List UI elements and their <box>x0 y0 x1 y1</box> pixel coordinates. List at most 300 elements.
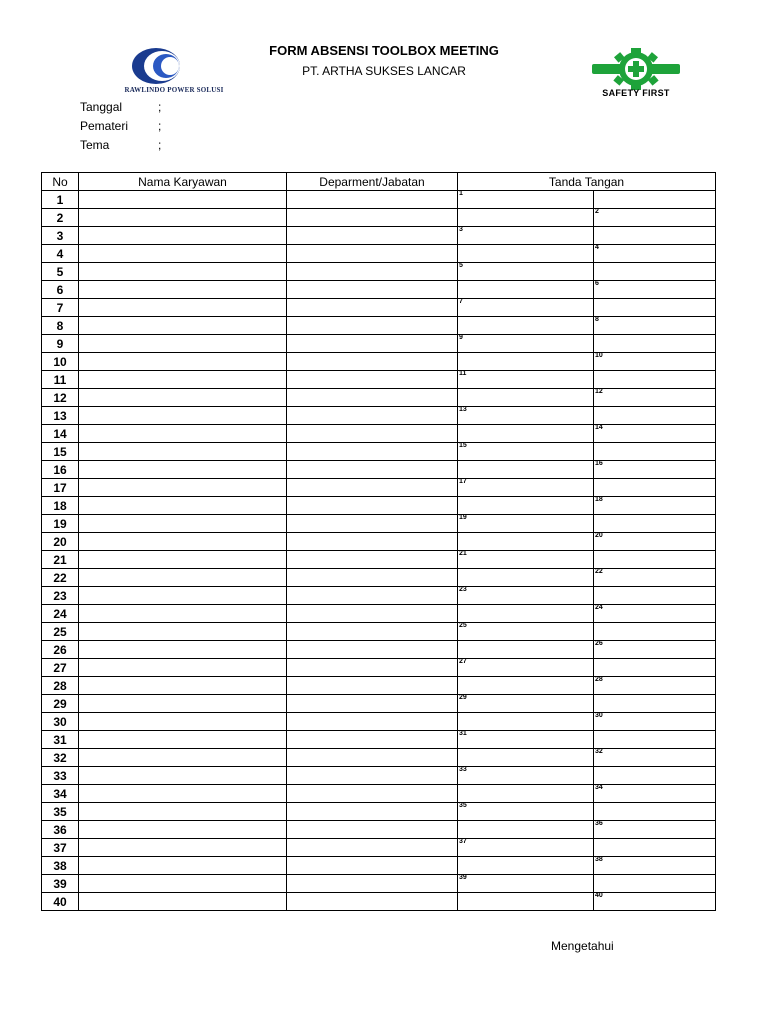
signature-cell-left[interactable] <box>458 335 594 353</box>
signature-number: 29 <box>459 694 467 701</box>
nama-karyawan-cell[interactable] <box>79 623 287 641</box>
department-cell[interactable] <box>287 659 458 677</box>
signature-number: 12 <box>595 388 603 395</box>
department-cell[interactable] <box>287 569 458 587</box>
signature-number: 5 <box>459 262 463 269</box>
department-cell[interactable] <box>287 461 458 479</box>
nama-karyawan-cell[interactable] <box>79 767 287 785</box>
table-row <box>42 695 716 713</box>
meta-tema <box>80 138 161 152</box>
row-number: 32 <box>42 749 79 767</box>
department-cell[interactable] <box>287 317 458 335</box>
signature-cell-left[interactable] <box>458 695 594 713</box>
meta-pemateri <box>80 119 161 133</box>
signature-cell-left[interactable] <box>458 479 594 497</box>
department-cell[interactable] <box>287 839 458 857</box>
nama-karyawan-cell[interactable] <box>79 713 287 731</box>
table-row <box>42 299 716 317</box>
signature-number: 7 <box>459 298 463 305</box>
signature-cell-left[interactable] <box>458 821 594 839</box>
table-row <box>42 767 716 785</box>
table-row <box>42 317 716 335</box>
table-row <box>42 191 716 209</box>
signature-cell-right[interactable] <box>594 749 716 767</box>
header-department: Deparment/Jabatan <box>287 173 458 191</box>
table-row <box>42 263 716 281</box>
nama-karyawan-cell[interactable] <box>79 605 287 623</box>
signature-cell-left[interactable] <box>458 623 594 641</box>
table-row <box>42 713 716 731</box>
signature-cell-left[interactable] <box>458 389 594 407</box>
table-row <box>42 353 716 371</box>
signature-cell-left[interactable] <box>458 461 594 479</box>
nama-karyawan-cell[interactable] <box>79 551 287 569</box>
department-cell[interactable] <box>287 227 458 245</box>
row-number: 6 <box>42 281 79 299</box>
signature-cell-right[interactable] <box>594 353 716 371</box>
department-cell[interactable] <box>287 749 458 767</box>
signature-cell-right[interactable] <box>594 803 716 821</box>
signature-cell-right[interactable] <box>594 623 716 641</box>
department-cell[interactable] <box>287 695 458 713</box>
nama-karyawan-cell[interactable] <box>79 641 287 659</box>
signature-number: 2 <box>595 208 599 215</box>
row-number: 20 <box>42 533 79 551</box>
row-number: 29 <box>42 695 79 713</box>
signature-cell-right[interactable] <box>594 785 716 803</box>
signature-cell-right[interactable] <box>594 227 716 245</box>
meta-separator: ; <box>158 138 162 152</box>
signature-number: 15 <box>459 442 467 449</box>
row-number: 15 <box>42 443 79 461</box>
signature-cell-right[interactable] <box>594 605 716 623</box>
signature-cell-left[interactable] <box>458 731 594 749</box>
table-row <box>42 245 716 263</box>
signature-cell-left[interactable] <box>458 713 594 731</box>
row-number: 4 <box>42 245 79 263</box>
table-row <box>42 461 716 479</box>
signature-cell-right[interactable] <box>594 371 716 389</box>
department-cell[interactable] <box>287 281 458 299</box>
row-number: 28 <box>42 677 79 695</box>
signature-cell-right[interactable] <box>594 641 716 659</box>
row-number: 34 <box>42 785 79 803</box>
table-row <box>42 875 716 893</box>
signature-number: 14 <box>595 424 603 431</box>
nama-karyawan-cell[interactable] <box>79 587 287 605</box>
department-cell[interactable] <box>287 299 458 317</box>
row-number: 40 <box>42 893 79 911</box>
signature-number: 26 <box>595 640 603 647</box>
signature-cell-left[interactable] <box>458 227 594 245</box>
signature-cell-right[interactable] <box>594 443 716 461</box>
signature-number: 35 <box>459 802 467 809</box>
signature-cell-left[interactable] <box>458 263 594 281</box>
nama-karyawan-cell[interactable] <box>79 695 287 713</box>
signature-number: 25 <box>459 622 467 629</box>
table-row <box>42 209 716 227</box>
signature-cell-right[interactable] <box>594 281 716 299</box>
attendance-table <box>41 172 716 911</box>
nama-karyawan-cell[interactable] <box>79 299 287 317</box>
signature-number: 39 <box>459 874 467 881</box>
signature-cell-left[interactable] <box>458 893 594 911</box>
signature-cell-right[interactable] <box>594 497 716 515</box>
nama-karyawan-cell[interactable] <box>79 803 287 821</box>
table-row <box>42 803 716 821</box>
department-cell[interactable] <box>287 767 458 785</box>
signature-cell-left[interactable] <box>458 515 594 533</box>
signature-cell-left[interactable] <box>458 425 594 443</box>
department-cell[interactable] <box>287 443 458 461</box>
signature-cell-left[interactable] <box>458 371 594 389</box>
signature-cell-left[interactable] <box>458 497 594 515</box>
nama-karyawan-cell[interactable] <box>79 407 287 425</box>
mengetahui-label: Mengetahui <box>551 939 614 953</box>
signature-cell-left[interactable] <box>458 767 594 785</box>
table-row <box>42 731 716 749</box>
table-row <box>42 839 716 857</box>
signature-cell-left[interactable] <box>458 245 594 263</box>
signature-number: 27 <box>459 658 467 665</box>
table-row <box>42 371 716 389</box>
nama-karyawan-cell[interactable] <box>79 857 287 875</box>
signature-cell-right[interactable] <box>594 821 716 839</box>
signature-cell-left[interactable] <box>458 533 594 551</box>
signature-cell-right[interactable] <box>594 479 716 497</box>
signature-number: 10 <box>595 352 603 359</box>
signature-cell-right[interactable] <box>594 677 716 695</box>
department-cell[interactable] <box>287 785 458 803</box>
signature-cell-right[interactable] <box>594 875 716 893</box>
table-row <box>42 857 716 875</box>
signature-cell-right[interactable] <box>594 551 716 569</box>
department-cell[interactable] <box>287 857 458 875</box>
signature-number: 6 <box>595 280 599 287</box>
meta-label: Pemateri <box>80 119 129 133</box>
row-number: 9 <box>42 335 79 353</box>
table-header-row <box>42 173 716 191</box>
signature-cell-left[interactable] <box>458 209 594 227</box>
table-row <box>42 479 716 497</box>
nama-karyawan-cell[interactable] <box>79 659 287 677</box>
signature-number: 38 <box>595 856 603 863</box>
nama-karyawan-cell[interactable] <box>79 875 287 893</box>
department-cell[interactable] <box>287 209 458 227</box>
table-row <box>42 227 716 245</box>
department-cell[interactable] <box>287 677 458 695</box>
signature-number: 3 <box>459 226 463 233</box>
signature-cell-left[interactable] <box>458 443 594 461</box>
table-row <box>42 425 716 443</box>
row-number: 19 <box>42 515 79 533</box>
row-number: 25 <box>42 623 79 641</box>
signature-number: 37 <box>459 838 467 845</box>
signature-number: 31 <box>459 730 467 737</box>
table-row <box>42 641 716 659</box>
row-number: 36 <box>42 821 79 839</box>
signature-cell-left[interactable] <box>458 677 594 695</box>
meta-label: Tema <box>80 138 110 152</box>
department-cell[interactable] <box>287 371 458 389</box>
nama-karyawan-cell[interactable] <box>79 245 287 263</box>
department-cell[interactable] <box>287 425 458 443</box>
table-row <box>42 335 716 353</box>
nama-karyawan-cell[interactable] <box>79 515 287 533</box>
department-cell[interactable] <box>287 191 458 209</box>
department-cell[interactable] <box>287 623 458 641</box>
signature-cell-left[interactable] <box>458 659 594 677</box>
meta-tanggal <box>80 100 161 114</box>
row-number: 21 <box>42 551 79 569</box>
signature-cell-left[interactable] <box>458 587 594 605</box>
nama-karyawan-cell[interactable] <box>79 461 287 479</box>
gear-cross-icon <box>586 48 686 90</box>
row-number: 37 <box>42 839 79 857</box>
nama-karyawan-cell[interactable] <box>79 785 287 803</box>
signature-cell-right[interactable] <box>594 767 716 785</box>
meta-separator: ; <box>158 100 162 114</box>
department-cell[interactable] <box>287 641 458 659</box>
signature-cell-left[interactable] <box>458 785 594 803</box>
signature-cell-right[interactable] <box>594 731 716 749</box>
signature-number: 40 <box>595 892 603 899</box>
department-cell[interactable] <box>287 551 458 569</box>
signature-cell-right[interactable] <box>594 209 716 227</box>
table-row <box>42 623 716 641</box>
signature-cell-right[interactable] <box>594 659 716 677</box>
signature-cell-left[interactable] <box>458 317 594 335</box>
nama-karyawan-cell[interactable] <box>79 335 287 353</box>
row-number: 12 <box>42 389 79 407</box>
signature-cell-right[interactable] <box>594 515 716 533</box>
signature-cell-left[interactable] <box>458 281 594 299</box>
signature-cell-right[interactable] <box>594 587 716 605</box>
row-number: 27 <box>42 659 79 677</box>
signature-number: 17 <box>459 478 467 485</box>
signature-number: 32 <box>595 748 603 755</box>
signature-cell-right[interactable] <box>594 335 716 353</box>
table-row <box>42 821 716 839</box>
table-row <box>42 443 716 461</box>
table-row <box>42 749 716 767</box>
nama-karyawan-cell[interactable] <box>79 497 287 515</box>
signature-number: 34 <box>595 784 603 791</box>
signature-cell-right[interactable] <box>594 839 716 857</box>
row-number: 26 <box>42 641 79 659</box>
row-number: 2 <box>42 209 79 227</box>
nama-karyawan-cell[interactable] <box>79 749 287 767</box>
signature-number: 4 <box>595 244 599 251</box>
safety-first-logo <box>586 48 686 100</box>
nama-karyawan-cell[interactable] <box>79 839 287 857</box>
department-cell[interactable] <box>287 515 458 533</box>
row-number: 39 <box>42 875 79 893</box>
row-number: 30 <box>42 713 79 731</box>
signature-number: 24 <box>595 604 603 611</box>
table-row <box>42 785 716 803</box>
nama-karyawan-cell[interactable] <box>79 533 287 551</box>
signature-number: 30 <box>595 712 603 719</box>
department-cell[interactable] <box>287 587 458 605</box>
nama-karyawan-cell[interactable] <box>79 281 287 299</box>
meta-label: Tanggal <box>80 100 123 114</box>
row-number: 11 <box>42 371 79 389</box>
row-number: 23 <box>42 587 79 605</box>
department-cell[interactable] <box>287 605 458 623</box>
signature-cell-right[interactable] <box>594 299 716 317</box>
department-cell[interactable] <box>287 389 458 407</box>
signature-number: 20 <box>595 532 603 539</box>
signature-number: 33 <box>459 766 467 773</box>
signature-cell-right[interactable] <box>594 245 716 263</box>
signature-number: 1 <box>459 190 463 197</box>
nama-karyawan-cell[interactable] <box>79 389 287 407</box>
signature-number: 19 <box>459 514 467 521</box>
signature-cell-left[interactable] <box>458 407 594 425</box>
nama-karyawan-cell[interactable] <box>79 209 287 227</box>
row-number: 3 <box>42 227 79 245</box>
signature-cell-left[interactable] <box>458 569 594 587</box>
row-number: 17 <box>42 479 79 497</box>
row-number: 8 <box>42 317 79 335</box>
row-number: 24 <box>42 605 79 623</box>
signature-cell-right[interactable] <box>594 533 716 551</box>
signature-number: 28 <box>595 676 603 683</box>
department-cell[interactable] <box>287 497 458 515</box>
table-row <box>42 407 716 425</box>
signature-number: 18 <box>595 496 603 503</box>
nama-karyawan-cell[interactable] <box>79 317 287 335</box>
table-row <box>42 533 716 551</box>
nama-karyawan-cell[interactable] <box>79 677 287 695</box>
nama-karyawan-cell[interactable] <box>79 893 287 911</box>
row-number: 13 <box>42 407 79 425</box>
signature-number: 13 <box>459 406 467 413</box>
table-row <box>42 677 716 695</box>
row-number: 33 <box>42 767 79 785</box>
signature-cell-left[interactable] <box>458 191 594 209</box>
signature-number: 8 <box>595 316 599 323</box>
signature-cell-right[interactable] <box>594 857 716 875</box>
nama-karyawan-cell[interactable] <box>79 353 287 371</box>
nama-karyawan-cell[interactable] <box>79 191 287 209</box>
department-cell[interactable] <box>287 407 458 425</box>
signature-cell-right[interactable] <box>594 263 716 281</box>
form-title: FORM ABSENSI TOOLBOX MEETING <box>269 43 499 58</box>
signature-cell-left[interactable] <box>458 857 594 875</box>
header-nama-karyawan: Nama Karyawan <box>79 173 287 191</box>
signature-cell-right[interactable] <box>594 317 716 335</box>
department-cell[interactable] <box>287 335 458 353</box>
header-no: No <box>42 173 79 191</box>
department-cell[interactable] <box>287 263 458 281</box>
table-row <box>42 893 716 911</box>
nama-karyawan-cell[interactable] <box>79 479 287 497</box>
table-row <box>42 551 716 569</box>
row-number: 1 <box>42 191 79 209</box>
signature-number: 36 <box>595 820 603 827</box>
signature-number: 9 <box>459 334 463 341</box>
nama-karyawan-cell[interactable] <box>79 425 287 443</box>
signature-cell-right[interactable] <box>594 425 716 443</box>
nama-karyawan-cell[interactable] <box>79 569 287 587</box>
row-number: 5 <box>42 263 79 281</box>
table-row <box>42 497 716 515</box>
table-row <box>42 569 716 587</box>
signature-cell-right[interactable] <box>594 407 716 425</box>
nama-karyawan-cell[interactable] <box>79 371 287 389</box>
signature-cell-left[interactable] <box>458 299 594 317</box>
safety-first-text: SAFETY FIRST <box>602 88 670 98</box>
signature-cell-right[interactable] <box>594 569 716 587</box>
row-number: 35 <box>42 803 79 821</box>
table-row <box>42 281 716 299</box>
signature-cell-right[interactable] <box>594 461 716 479</box>
department-cell[interactable] <box>287 875 458 893</box>
department-cell[interactable] <box>287 533 458 551</box>
signature-cell-left[interactable] <box>458 551 594 569</box>
rawlindo-logo-text: RAWLINDO POWER SOLUSI <box>124 86 224 94</box>
signature-cell-right[interactable] <box>594 389 716 407</box>
nama-karyawan-cell[interactable] <box>79 263 287 281</box>
nama-karyawan-cell[interactable] <box>79 227 287 245</box>
signature-cell-left[interactable] <box>458 641 594 659</box>
row-number: 7 <box>42 299 79 317</box>
row-number: 31 <box>42 731 79 749</box>
row-number: 14 <box>42 425 79 443</box>
signature-cell-right[interactable] <box>594 191 716 209</box>
table-row <box>42 605 716 623</box>
department-cell[interactable] <box>287 803 458 821</box>
row-number: 18 <box>42 497 79 515</box>
table-row <box>42 587 716 605</box>
signature-number: 23 <box>459 586 467 593</box>
department-cell[interactable] <box>287 713 458 731</box>
header-tanda-tangan: Tanda Tangan <box>458 173 716 191</box>
row-number: 16 <box>42 461 79 479</box>
table-row <box>42 659 716 677</box>
signature-number: 21 <box>459 550 467 557</box>
department-cell[interactable] <box>287 245 458 263</box>
nama-karyawan-cell[interactable] <box>79 443 287 461</box>
signature-cell-right[interactable] <box>594 713 716 731</box>
table-row <box>42 389 716 407</box>
signature-cell-left[interactable] <box>458 605 594 623</box>
signature-cell-right[interactable] <box>594 695 716 713</box>
row-number: 22 <box>42 569 79 587</box>
company-name: PT. ARTHA SUKSES LANCAR <box>302 64 466 78</box>
nama-karyawan-cell[interactable] <box>79 731 287 749</box>
signature-cell-left[interactable] <box>458 803 594 821</box>
signature-cell-left[interactable] <box>458 839 594 857</box>
table-row <box>42 515 716 533</box>
department-cell[interactable] <box>287 479 458 497</box>
nama-karyawan-cell[interactable] <box>79 821 287 839</box>
signature-cell-left[interactable] <box>458 749 594 767</box>
signature-number: 22 <box>595 568 603 575</box>
signature-cell-left[interactable] <box>458 353 594 371</box>
department-cell[interactable] <box>287 353 458 371</box>
signature-cell-right[interactable] <box>594 893 716 911</box>
signature-cell-left[interactable] <box>458 875 594 893</box>
department-cell[interactable] <box>287 731 458 749</box>
department-cell[interactable] <box>287 893 458 911</box>
department-cell[interactable] <box>287 821 458 839</box>
signature-number: 16 <box>595 460 603 467</box>
row-number: 10 <box>42 353 79 371</box>
row-number: 38 <box>42 857 79 875</box>
